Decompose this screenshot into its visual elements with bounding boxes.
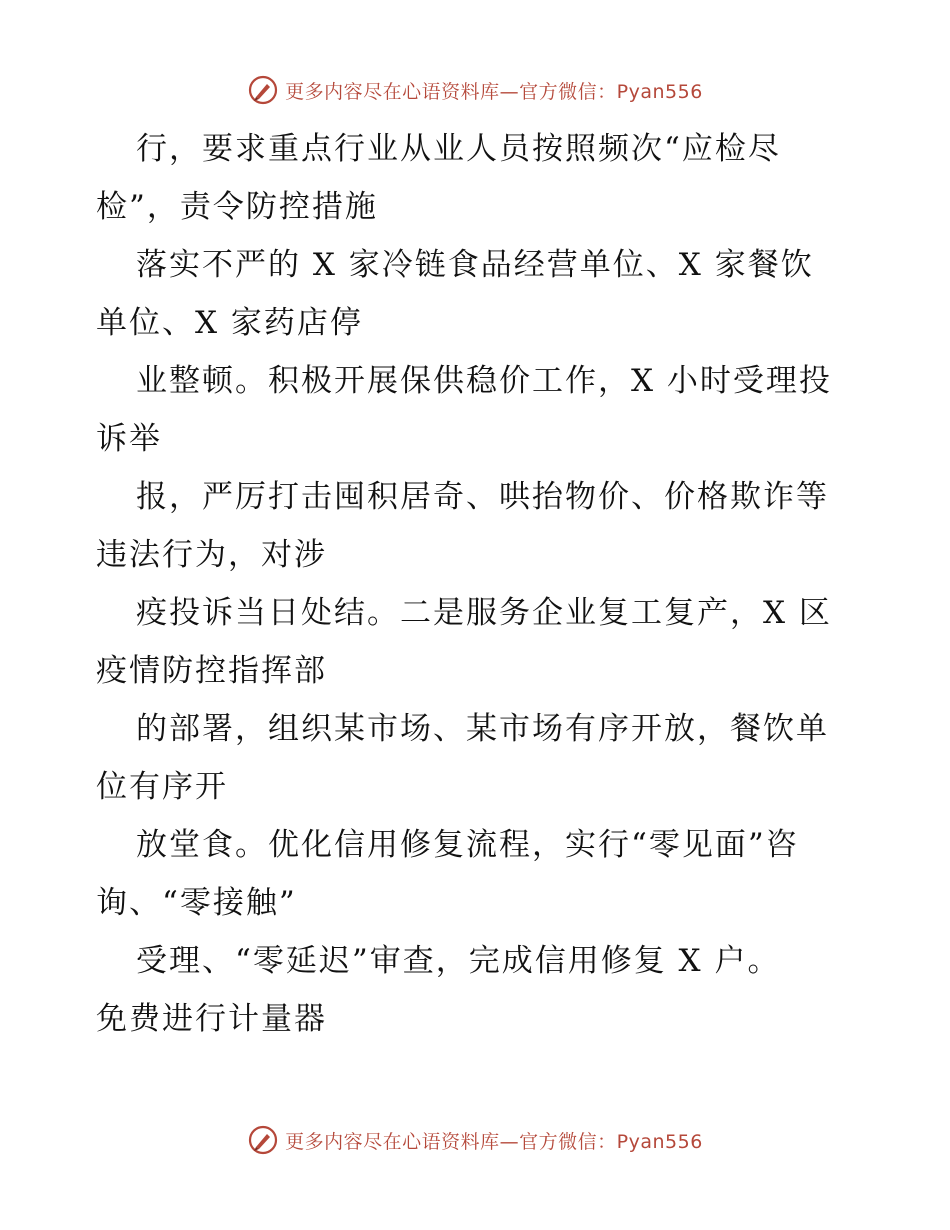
body-line: 违法行为，对涉: [96, 537, 327, 573]
watermark-text: 更多内容尽在心语资料库—官方微信：Pyan556: [285, 1130, 703, 1153]
body-line: 落实不严的 X 家冷链食品经营单位、X 家餐饮: [136, 247, 814, 283]
body-line: 疫投诉当日处结。二是服务企业复工复产，X 区: [136, 595, 832, 631]
body-line: 单位、X 家药店停: [96, 305, 363, 341]
body-line: 检”，责令防控措施: [96, 189, 378, 225]
body-line: 的部署，组织某市场、某市场有序开放，餐饮单: [136, 711, 829, 747]
body-line: 免费进行计量器: [96, 1001, 327, 1037]
body-line: 位有序开: [96, 769, 228, 805]
body-line: 报，严厉打击囤积居奇、哄抬物价、价格欺诈等: [136, 479, 829, 515]
pen-logo-icon: [247, 1124, 279, 1156]
body-line: 询、“零接触”: [96, 885, 297, 921]
document-body: [96, 120, 856, 1048]
pen-logo-icon: [247, 74, 279, 106]
body-line: 受理、“零延迟”审查，完成信用修复 X 户。: [136, 943, 781, 979]
watermark-text: 更多内容尽在心语资料库—官方微信：Pyan556: [285, 80, 703, 103]
body-line: 业整顿。积极开展保供稳价工作，X 小时受理投: [136, 363, 832, 399]
header-watermark: [0, 72, 950, 108]
body-line: 诉举: [96, 421, 162, 457]
footer-watermark: [0, 1122, 950, 1158]
body-line: 行，要求重点行业从业人员按照频次“应检尽: [136, 131, 781, 167]
body-line: 疫情防控指挥部: [96, 653, 327, 689]
body-line: 放堂食。优化信用修复流程，实行“零见面”咨: [136, 827, 799, 863]
